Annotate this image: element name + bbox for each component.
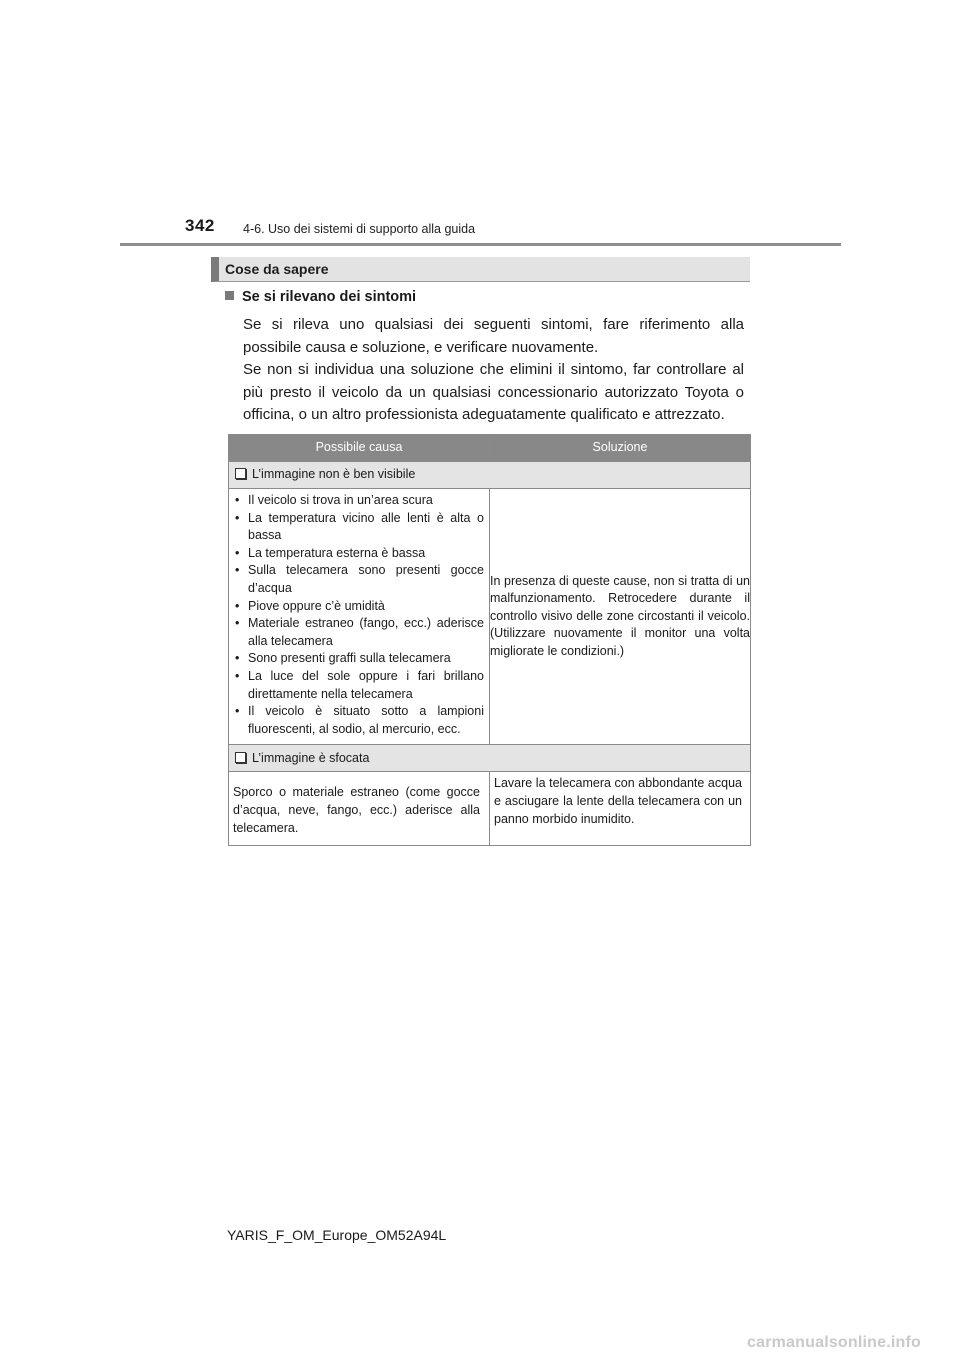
list-item: • Il veicolo è situato sotto a lampioni fluorescenti, al sodio, al mercurio, ecc. <box>234 703 484 738</box>
paragraph: Se non si individua una soluzione che elimini il sintomo, far controllare al più presto il veicolo da un qualsiasi concessionario autorizzato Toyota o officina, o un altro professionista adeguatamente qualificato e attrezzato. <box>243 361 744 423</box>
table-group-row <box>229 462 751 489</box>
group-title-cell <box>229 745 751 772</box>
solution-cell: Lavare la telecamera con abbondante acqua e asciugare la lente della telecamera con un panno morbido inumidito. <box>490 772 751 846</box>
header-rule <box>120 243 841 246</box>
list-item: • Sono presenti graffi sulla telecamera <box>234 650 484 668</box>
square-bullet-icon <box>225 291 234 300</box>
list-item: • La luce del sole oppure i fari brillano direttamente nella telecamera <box>234 668 484 703</box>
list-item: • La temperatura esterna è bassa <box>234 545 484 563</box>
table-row <box>229 489 751 745</box>
subheading-text: Se si rilevano dei sintomi <box>242 289 417 305</box>
list-item: • Piove oppure c’è umidità <box>234 598 484 616</box>
section-title: 4-6. Uso dei sistemi di supporto alla guida <box>243 222 476 236</box>
group-title: L’immagine non è ben visibile <box>252 467 416 482</box>
checkbox-icon <box>235 468 246 479</box>
page-number: 342 <box>185 216 215 235</box>
list-item: • Materiale estraneo (fango, ecc.) aderisce alla telecamera <box>234 615 484 650</box>
group-title: L’immagine è sfocata <box>252 750 370 765</box>
footer-doc-code: YARIS_F_OM_Europe_OM52A94L <box>227 1227 447 1243</box>
watermark: carmanualsonline.info <box>747 1334 922 1351</box>
troubleshooting-table <box>228 434 751 846</box>
list-item: • Il veicolo si trova in un’area scura <box>234 492 484 510</box>
cause-cell: Sporco o materiale estraneo (come gocce d’acqua, neve, fango, ecc.) aderisce alla telecamera. <box>229 772 490 846</box>
table-group-row <box>229 745 751 772</box>
column-header-cause: Possibile causa <box>229 435 490 462</box>
column-header-solution: Soluzione <box>490 435 751 462</box>
list-item: • La temperatura vicino alle lenti è alta o bassa <box>234 510 484 545</box>
subheading <box>225 289 416 305</box>
cause-cell <box>229 489 490 745</box>
cause-list <box>229 489 489 744</box>
solution-cell: In presenza di queste cause, non si tratta di un malfunzionamento. Retrocedere durante il controllo visivo delle zone circostanti il veicolo. (Utilizzare nuovamente il monitor una volta migliorate le condizioni.) <box>490 489 751 745</box>
know-box-title: Cose da sapere <box>225 261 329 277</box>
paragraph: Se si rileva uno qualsiasi dei seguenti sintomi, fare riferimento alla possibile causa e soluzione, e verificare nuovamente. <box>243 316 744 356</box>
table-row <box>229 772 751 846</box>
list-item: • Sulla telecamera sono presenti gocce d’acqua <box>234 562 484 597</box>
checkbox-icon <box>235 752 246 763</box>
know-box-heading <box>211 257 750 282</box>
group-title-cell <box>229 462 751 489</box>
table-header-row <box>229 435 751 462</box>
